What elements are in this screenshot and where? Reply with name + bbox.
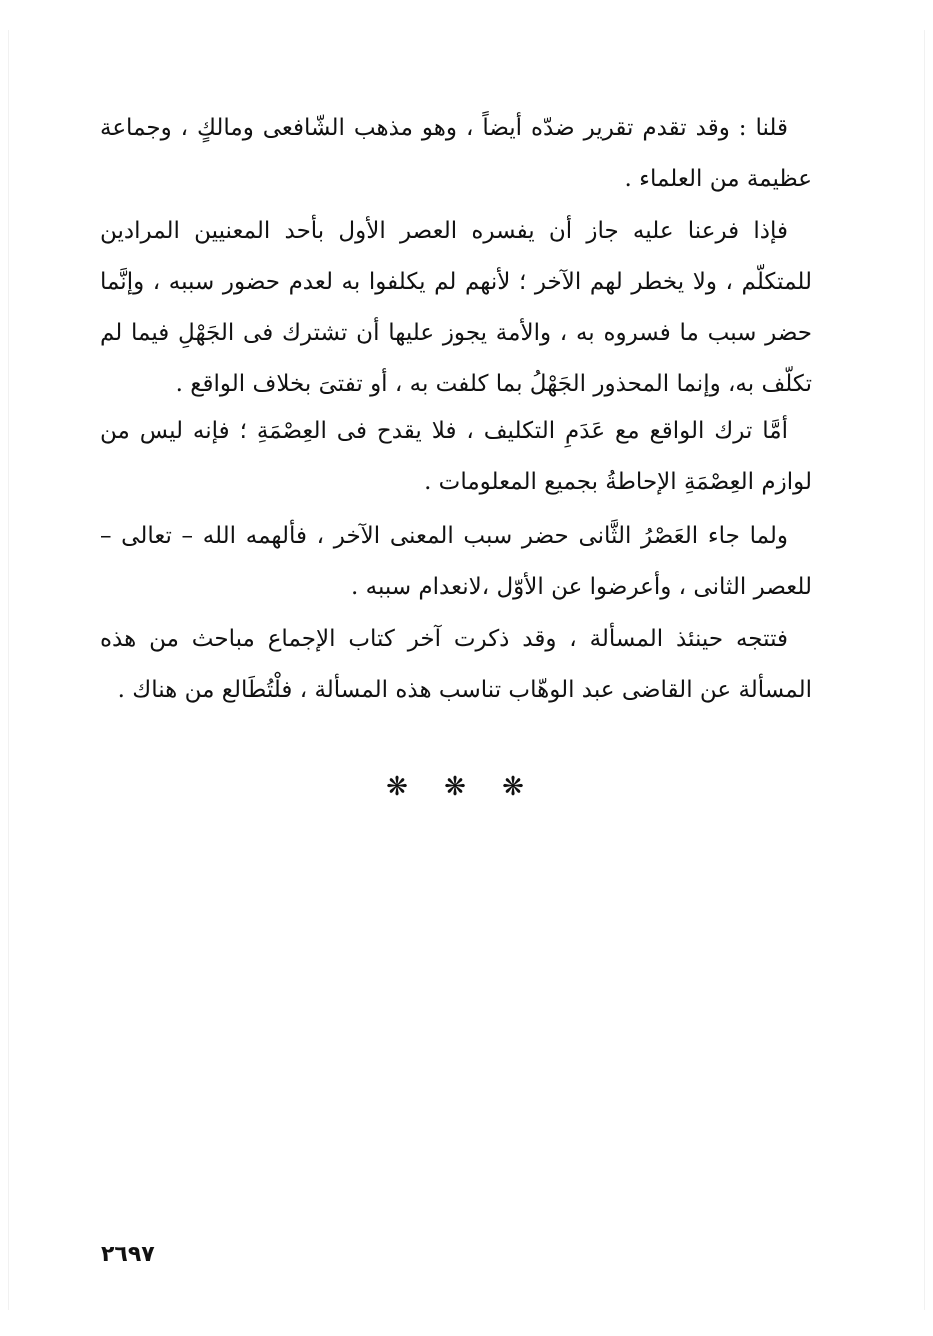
paragraph-2	[100, 206, 812, 410]
asterism-ornament-icon: ❋	[386, 772, 408, 802]
paragraph-4	[100, 511, 812, 613]
paragraph-text: فتتجه حينئذ المسألة ، وقد ذكرت آخر كتاب الإجماع مباحث من هذه المسألة عن القاضى عبد الوهّاب تناسب هذه المسألة ، فلْتُطَالع من هناك .	[100, 626, 812, 703]
paragraph-text: أمَّا ترك الواقع مع عَدَمِ التكليف ، فلا يقدح فى العِصْمَةِ ؛ فإنه ليس من لوازم العِصْمَةِ الإحاطةُ بجميع المعلومات .	[100, 418, 812, 495]
asterism-ornament-icon: ❋	[444, 772, 466, 802]
paragraph-text: قلنا : وقد تقدم تقرير ضدّه أيضاً ، وهو مذهب الشّافعى ومالكٍ ، وجماعة عظيمة من العلماء .	[100, 115, 812, 192]
page-number: ٢٦٩٧	[101, 1242, 155, 1267]
paragraph-text: ولما جاء العَصْرُ الثَّانى حضر سبب المعنى الآخر ، فألهمه الله – تعالى – للعصر الثانى ، وأعرضوا عن الأوّل ،لانعدام سببه .	[100, 523, 812, 600]
paragraph-text: فإذا فرعنا عليه جاز أن يفسره العصر الأول بأحد المعنيين المرادين للمتكلّم ، ولا يخطر لهم الآخر ؛ لأنهم لم يكلفوا به لعدم حضور سببه ، وإنَّما حضر سبب ما فسروه به ، والأمة يجوز عليها أن تشترك فى الجَهْلِ فيما لم تكلّف به، وإنما المحذور الجَهْلُ بما كلفت به ، أو تفتىَ بخلاف الواقع .	[100, 218, 812, 397]
section-divider-ornaments	[384, 772, 526, 802]
paragraph-5	[100, 614, 812, 716]
left-margin-line	[8, 30, 9, 1310]
right-margin-line	[924, 30, 925, 1310]
asterism-ornament-icon: ❋	[502, 772, 524, 802]
paragraph-3	[100, 406, 812, 508]
paragraph-1	[100, 103, 812, 205]
